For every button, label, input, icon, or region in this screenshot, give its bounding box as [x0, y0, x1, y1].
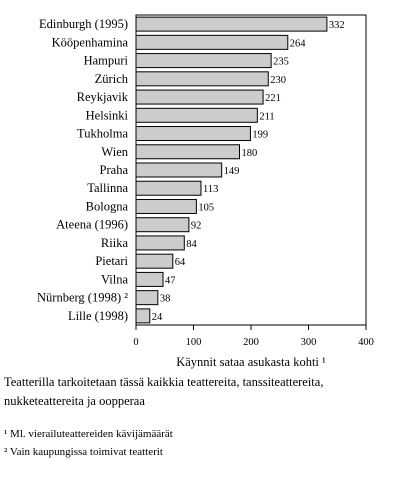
bar	[136, 145, 240, 159]
value-label: 332	[328, 20, 345, 32]
category-label: Riika	[100, 235, 128, 250]
category-label: Vilna	[100, 272, 128, 287]
plot-area	[37, 15, 374, 348]
category-label: Ateena (1996)	[56, 217, 128, 232]
value-label: 24	[151, 311, 163, 323]
bar	[136, 291, 158, 305]
value-label: 105	[198, 202, 215, 214]
category-label: Tukholma	[77, 126, 128, 141]
bar	[136, 35, 288, 49]
category-label: Zürich	[94, 71, 128, 86]
category-label: Kööpenhamina	[51, 35, 128, 50]
value-label: 264	[289, 38, 306, 50]
category-label: Nürnberg (1998) ²	[37, 290, 128, 305]
value-label: 149	[223, 166, 240, 177]
value-label: 84	[186, 238, 197, 250]
value-label: 199	[252, 129, 269, 141]
category-label: Pietari	[95, 254, 128, 269]
x-tick-label: 400	[358, 337, 374, 348]
bar	[136, 163, 222, 177]
category-label: Reykjavik	[76, 90, 128, 105]
x-tick-label: 0	[133, 337, 139, 348]
bar	[136, 199, 196, 213]
category-label: Bologna	[85, 199, 128, 214]
bar	[136, 108, 257, 122]
note-line-1: Teatterilla tarkoitetaan tässä kaikkia teattereita, tanssiteattereita,	[4, 375, 324, 389]
x-tick-label: 100	[185, 337, 202, 348]
category-label: Tallinna	[87, 181, 128, 196]
value-label: 221	[265, 93, 281, 105]
value-label: 38	[159, 293, 171, 305]
bar	[136, 236, 184, 250]
bar	[136, 272, 163, 286]
value-label: 235	[273, 56, 289, 68]
value-label: 230	[270, 74, 286, 86]
value-label: 180	[241, 147, 258, 159]
bar	[136, 17, 327, 31]
category-label: Wien	[101, 144, 128, 159]
footnote-1: ¹ Ml. vierailuteattereiden kävijämäärät	[4, 428, 173, 440]
note-line-2: nukketeattereita ja oopperaa	[4, 394, 145, 408]
x-tick-label: 200	[243, 337, 259, 348]
x-axis-label: Käynnit sataa asukasta kohti ¹	[176, 355, 326, 369]
bar	[136, 218, 189, 232]
category-label: Helsinki	[85, 108, 128, 123]
bar	[136, 127, 250, 141]
value-label: 64	[174, 257, 186, 269]
value-label: 47	[165, 275, 176, 287]
bar	[136, 254, 173, 268]
bar	[136, 309, 150, 323]
value-label: 113	[202, 184, 219, 196]
category-label: Edinburgh (1995)	[39, 17, 128, 32]
category-label: Lille (1998)	[67, 308, 128, 323]
footnote-2: ² Vain kaupungissa toimivat teatterit	[4, 446, 163, 458]
x-tick-label: 300	[300, 337, 317, 348]
value-label: 92	[190, 220, 202, 232]
bar	[136, 54, 271, 68]
bar	[136, 181, 201, 195]
category-label: Hampuri	[83, 53, 128, 68]
bar	[136, 90, 263, 104]
category-label: Praha	[99, 163, 128, 177]
bar	[136, 72, 268, 86]
value-label: 211	[259, 111, 275, 123]
